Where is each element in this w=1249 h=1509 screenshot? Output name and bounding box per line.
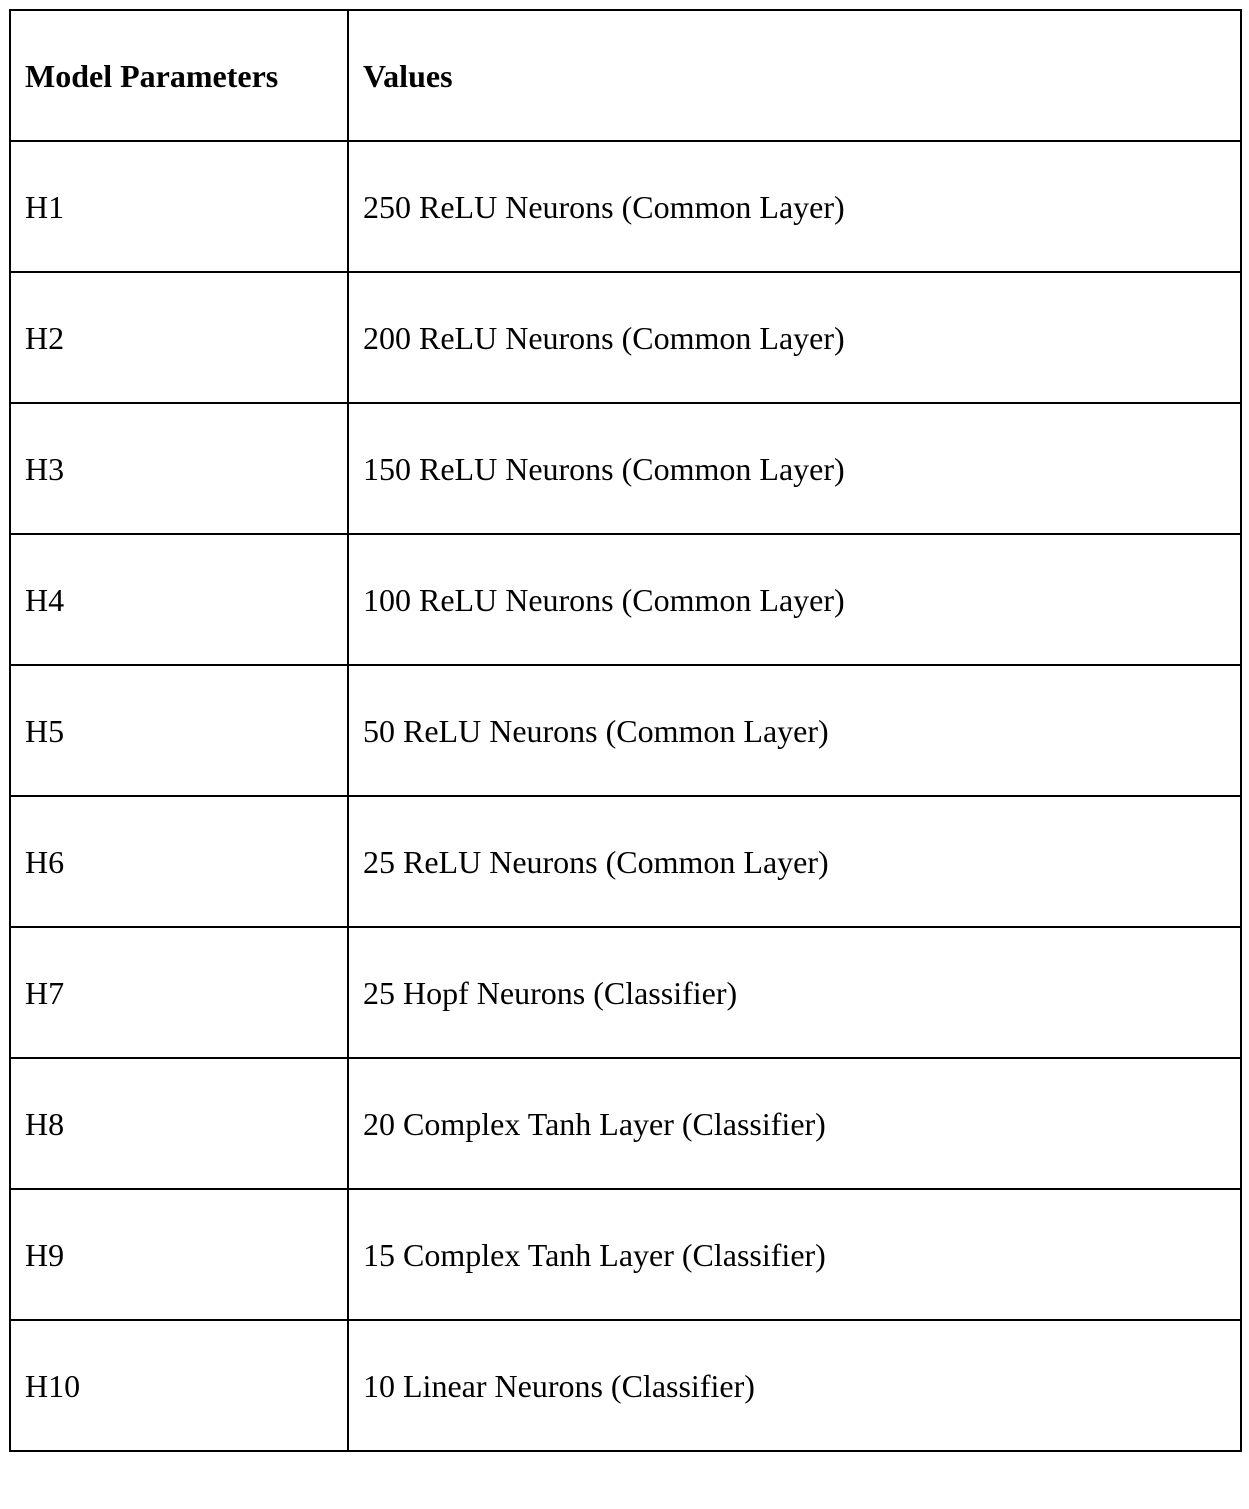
parameter-name-cell: H4	[10, 534, 348, 665]
parameter-name-cell: H3	[10, 403, 348, 534]
parameter-name-cell: H5	[10, 665, 348, 796]
parameter-name-cell: H2	[10, 272, 348, 403]
parameter-value-cell: 250 ReLU Neurons (Common Layer)	[348, 141, 1241, 272]
parameter-name-cell: H9	[10, 1189, 348, 1320]
parameter-value-cell: 100 ReLU Neurons (Common Layer)	[348, 534, 1241, 665]
table-row	[10, 272, 1241, 403]
parameter-value-cell: 20 Complex Tanh Layer (Classifier)	[348, 1058, 1241, 1189]
parameter-value-cell: 10 Linear Neurons (Classifier)	[348, 1320, 1241, 1451]
parameter-value-cell: 200 ReLU Neurons (Common Layer)	[348, 272, 1241, 403]
parameter-value-cell: 50 ReLU Neurons (Common Layer)	[348, 665, 1241, 796]
table-row	[10, 141, 1241, 272]
table-body	[10, 141, 1241, 1451]
parameter-name-cell: H1	[10, 141, 348, 272]
header-values: Values	[348, 10, 1241, 141]
parameter-value-cell: 25 Hopf Neurons (Classifier)	[348, 927, 1241, 1058]
header-row	[10, 10, 1241, 141]
parameter-name-cell: H8	[10, 1058, 348, 1189]
parameter-value-cell: 25 ReLU Neurons (Common Layer)	[348, 796, 1241, 927]
parameter-value-cell: 150 ReLU Neurons (Common Layer)	[348, 403, 1241, 534]
table-row	[10, 1320, 1241, 1451]
table-row	[10, 534, 1241, 665]
parameter-value-cell: 15 Complex Tanh Layer (Classifier)	[348, 1189, 1241, 1320]
header-model-parameters: Model Parameters	[10, 10, 348, 141]
table-row	[10, 403, 1241, 534]
table-header	[10, 10, 1241, 141]
table-row	[10, 927, 1241, 1058]
table-row	[10, 1189, 1241, 1320]
parameter-name-cell: H10	[10, 1320, 348, 1451]
table-row	[10, 665, 1241, 796]
parameter-name-cell: H6	[10, 796, 348, 927]
model-parameters-table	[9, 9, 1242, 1452]
table-row	[10, 1058, 1241, 1189]
parameter-name-cell: H7	[10, 927, 348, 1058]
table-row	[10, 796, 1241, 927]
